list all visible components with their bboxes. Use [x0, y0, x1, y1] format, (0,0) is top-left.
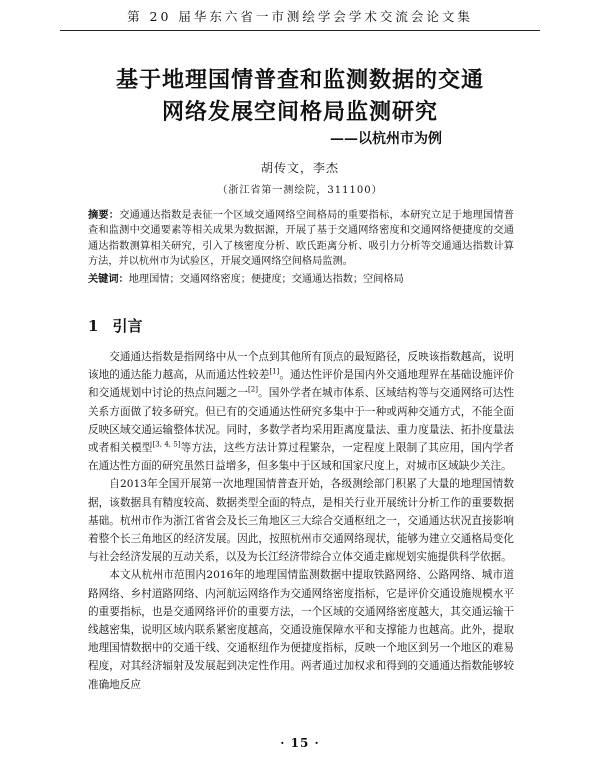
citation: [3, 4, 5] [152, 440, 181, 449]
keywords [88, 272, 514, 287]
abstract-text: 交通通达指数是表征一个区域交通网络空间格局的重要指标，本研究立足于地理国情普查和监测中交通要素等相关成果为数据源，开展了基于交通网络密度和交通网络便捷度的交通通达指数测算相关研究，引入了核密度分析、欧氏距离分析、吸引力分析等交通通达指数计算方法，并以杭州市为试验区，开展交通网络空间格局监测。 [88, 210, 514, 267]
paper-subtitle: ——以杭州市为例 [330, 131, 442, 147]
running-header: 第 20 届华东六省一市测绘学会学术交流会论文集 [60, 4, 540, 31]
paragraph: 自2013年全国开展第一次地理国情普查开始，各级测绘部门积累了大量的地理国情数据，该数据具有精度较高、数据类型全面的特点，是相关行业开展统计分析工作的重要数据基础。杭州市作为浙江省省会及长三角地区三大综合交通枢纽之一，交通通达状况直接影响着整个长三角地区的经济发展。因此，按照杭州市交通网络现状，能够为建立交通格局变化与社会经济发展的互动关系，以及为长江经济带综合立体交通走廊规划实施提供科学依据。 [88, 478, 514, 564]
affiliation: （浙江省第一测绘院，311100） [217, 185, 383, 196]
paper-title-line-2: 网络发展空间格局监测研究 [161, 99, 438, 125]
section-title: 引言 [112, 317, 143, 335]
citation: [1] [269, 367, 280, 376]
paragraph: 本文从杭州市范围内2016年的地理国情监测数据中提取铁路网络、公路网络、城市道路网络、乡村道路网络、内河航运网络作为交通网络密度指标，它是评价交通设施规模水平的重要指标，也是交通网络评价的重要方法，一个区域的交通网络密度越大，其交通运输干线越密集，说明区域内联系紧密度越高，交通设施保障水平和支撑能力也越高。此外，提取地理国情数据中的交通干线、交通枢纽作为便捷度指标，反映一个地区到另一个地区的难易程度，对其经济辐射及发展起到决定性作用。两者通过加权求和得到的交通通达指数能够较准确地反应 [88, 569, 514, 691]
paragraph: 交通通达指数是指网络中从一个点到其他所有顶点的最短路径，反映该指数越高，说明该地的通达能力越高，从而通达性较差[1]。通达性评价是国内外交通地理界在基础设施评价和交通规划中讨论的热点问题之一[2]。国外学者在城市体系、区域结构等与交通网络可达性关系方面做了较多研究。但已有的交通通达性研究多集中于一种或两种交通方式，不能全面反映区域交通运输整体状况。同时，多数学者均采用距离度量法、重力度量法、拓扑度量法或者相关模型[3, 4, 5]等方法，这些方法计算过程繁杂，一定程度上限制了其应用，国内学者在通达性方面的研究虽然日益增多，但多集中于区域和国家尺度上，对城市区域缺少关注。 [88, 351, 515, 473]
citation: [2] [248, 385, 258, 394]
paper-title-line-1: 基于地理国情普查和监测数据的交通 [115, 67, 484, 93]
section-heading [88, 316, 142, 336]
body-text [88, 348, 514, 694]
section-number: 1 [88, 317, 99, 335]
abstract-label: 摘要： [88, 209, 120, 221]
authors: 胡传文，李杰 [260, 161, 339, 175]
keywords-text: 地理国情；交通网络密度；便捷度；交通通达指数；空间格局 [128, 274, 404, 285]
page-number: · 15 · [280, 736, 320, 750]
abstract [88, 208, 514, 269]
keywords-label: 关键词： [88, 273, 129, 285]
